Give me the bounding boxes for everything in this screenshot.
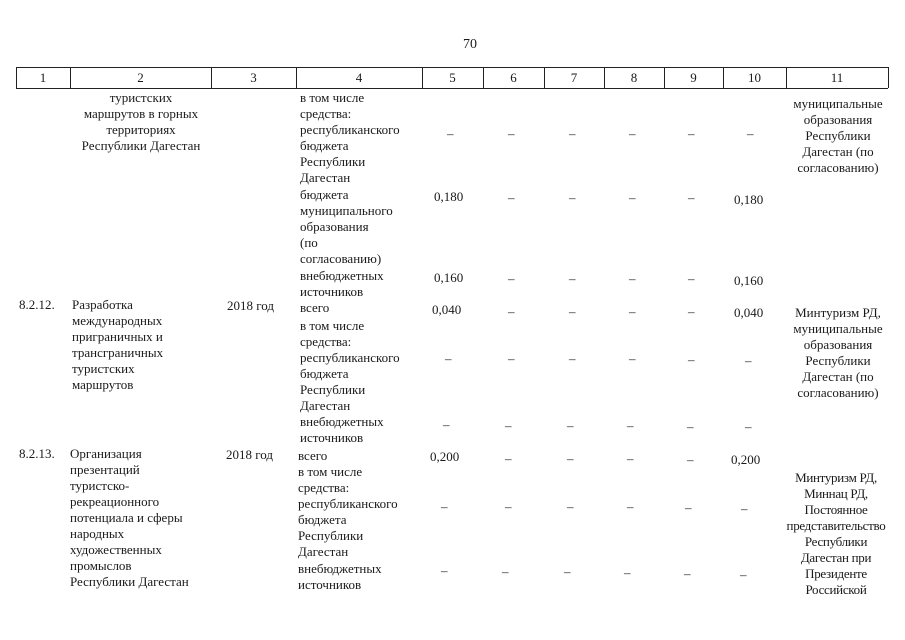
column-header: 6	[510, 70, 517, 85]
value-col5: 0,180	[434, 189, 464, 204]
value-dash: –	[569, 190, 576, 205]
activity-name: туристских маршрутов в горных территориях Республики Дагестан	[81, 90, 201, 153]
column-header: 3	[250, 70, 257, 85]
value-dash: –	[629, 126, 636, 141]
column-header: 5	[449, 70, 456, 85]
value-dash: –	[445, 351, 452, 366]
value-col10: 0,040	[734, 305, 764, 320]
year: 2018 год	[226, 447, 273, 462]
value-dash: –	[685, 500, 692, 515]
value-dash: –	[745, 353, 752, 368]
value-dash: –	[688, 190, 695, 205]
value-dash: –	[688, 304, 695, 319]
funding-source: бюджета муниципального образования (по согласованию)	[300, 187, 393, 266]
value-dash: –	[629, 304, 636, 319]
column-header: 2	[137, 70, 144, 85]
item-number: 8.2.12.	[19, 297, 55, 312]
value-dash: –	[569, 304, 576, 319]
table-top-border	[16, 67, 888, 68]
funding-source: в том числе средства: республиканского бюджета Республики Дагестан	[300, 318, 400, 413]
value-dash: –	[569, 351, 576, 366]
value-dash: –	[502, 564, 509, 579]
value-dash: –	[745, 419, 752, 434]
funding-source: внебюджетных источников	[298, 561, 382, 592]
value-dash: –	[441, 563, 448, 578]
value-dash: –	[629, 190, 636, 205]
value-dash: –	[567, 418, 574, 433]
funding-total-label: всего	[298, 448, 328, 463]
value-dash: –	[747, 126, 754, 141]
value-col10: 0,200	[731, 452, 761, 467]
year: 2018 год	[227, 298, 274, 313]
column-header: 10	[748, 70, 761, 85]
activity-name: Организация презентаций туристско- рекреационного потенциала и сферы народных художественных промыслов Республики Дагестан	[70, 446, 189, 589]
page-number: 70	[463, 37, 477, 52]
value-dash: –	[505, 418, 512, 433]
value-dash: –	[627, 451, 634, 466]
value-dash: –	[508, 271, 515, 286]
value-dash: –	[741, 501, 748, 516]
value-col5: 0,160	[434, 270, 464, 285]
value-dash: –	[441, 499, 448, 514]
responsible-executor: Минтуризм РД, Миннац РД, Постоянное представительство Республики Дагестан при Президенте Российской	[786, 470, 886, 597]
activity-name: Разработка международных приграничных и трансграничных туристских маршрутов	[72, 297, 164, 392]
value-dash: –	[688, 126, 695, 141]
item-number: 8.2.13.	[19, 446, 55, 461]
funding-total-label: всего	[300, 300, 330, 315]
value-dash: –	[508, 126, 515, 141]
value-dash: –	[508, 190, 515, 205]
value-dash: –	[627, 418, 634, 433]
value-dash: –	[569, 126, 576, 141]
responsible-executor: Минтуризм РД, муниципальные образования Республики Дагестан (по согласованию)	[793, 305, 883, 400]
value-col5: 0,040	[432, 302, 462, 317]
value-dash: –	[627, 499, 634, 514]
value-dash: –	[688, 271, 695, 286]
value-dash: –	[505, 451, 512, 466]
value-dash: –	[629, 351, 636, 366]
value-dash: –	[624, 565, 631, 580]
value-dash: –	[567, 499, 574, 514]
funding-source: внебюджетных источников	[300, 268, 384, 299]
column-header: 11	[830, 70, 844, 85]
column-header: 8	[630, 70, 638, 85]
value-dash: –	[447, 126, 454, 141]
table-header-bottom-border	[16, 88, 888, 89]
value-col5: 0,200	[430, 449, 460, 464]
value-dash: –	[687, 419, 694, 434]
funding-source: в том числе средства: республиканского бюджета Республики Дагестан	[298, 464, 398, 559]
value-dash: –	[740, 567, 747, 582]
value-dash: –	[508, 351, 515, 366]
value-col10: 0,180	[734, 192, 764, 207]
column-header: 1	[39, 70, 47, 85]
value-col10: 0,160	[734, 273, 764, 288]
value-dash: –	[687, 452, 694, 467]
responsible-executor: муниципальные образования Республики Дагестан (по согласованию)	[793, 96, 883, 175]
value-dash: –	[567, 451, 574, 466]
value-dash: –	[505, 499, 512, 514]
value-dash: –	[443, 417, 450, 432]
col-divider	[888, 67, 889, 88]
value-dash: –	[684, 566, 691, 581]
column-header: 9	[690, 70, 697, 85]
value-dash: –	[508, 304, 515, 319]
column-header: 7	[570, 70, 578, 85]
value-dash: –	[569, 271, 576, 286]
column-header: 4	[355, 70, 363, 85]
value-dash: –	[629, 271, 636, 286]
value-dash: –	[564, 564, 571, 579]
funding-source: в том числе средства: республиканского бюджета Республики Дагестан	[300, 90, 400, 185]
value-dash: –	[688, 352, 695, 367]
funding-source: внебюджетных источников	[300, 414, 384, 445]
